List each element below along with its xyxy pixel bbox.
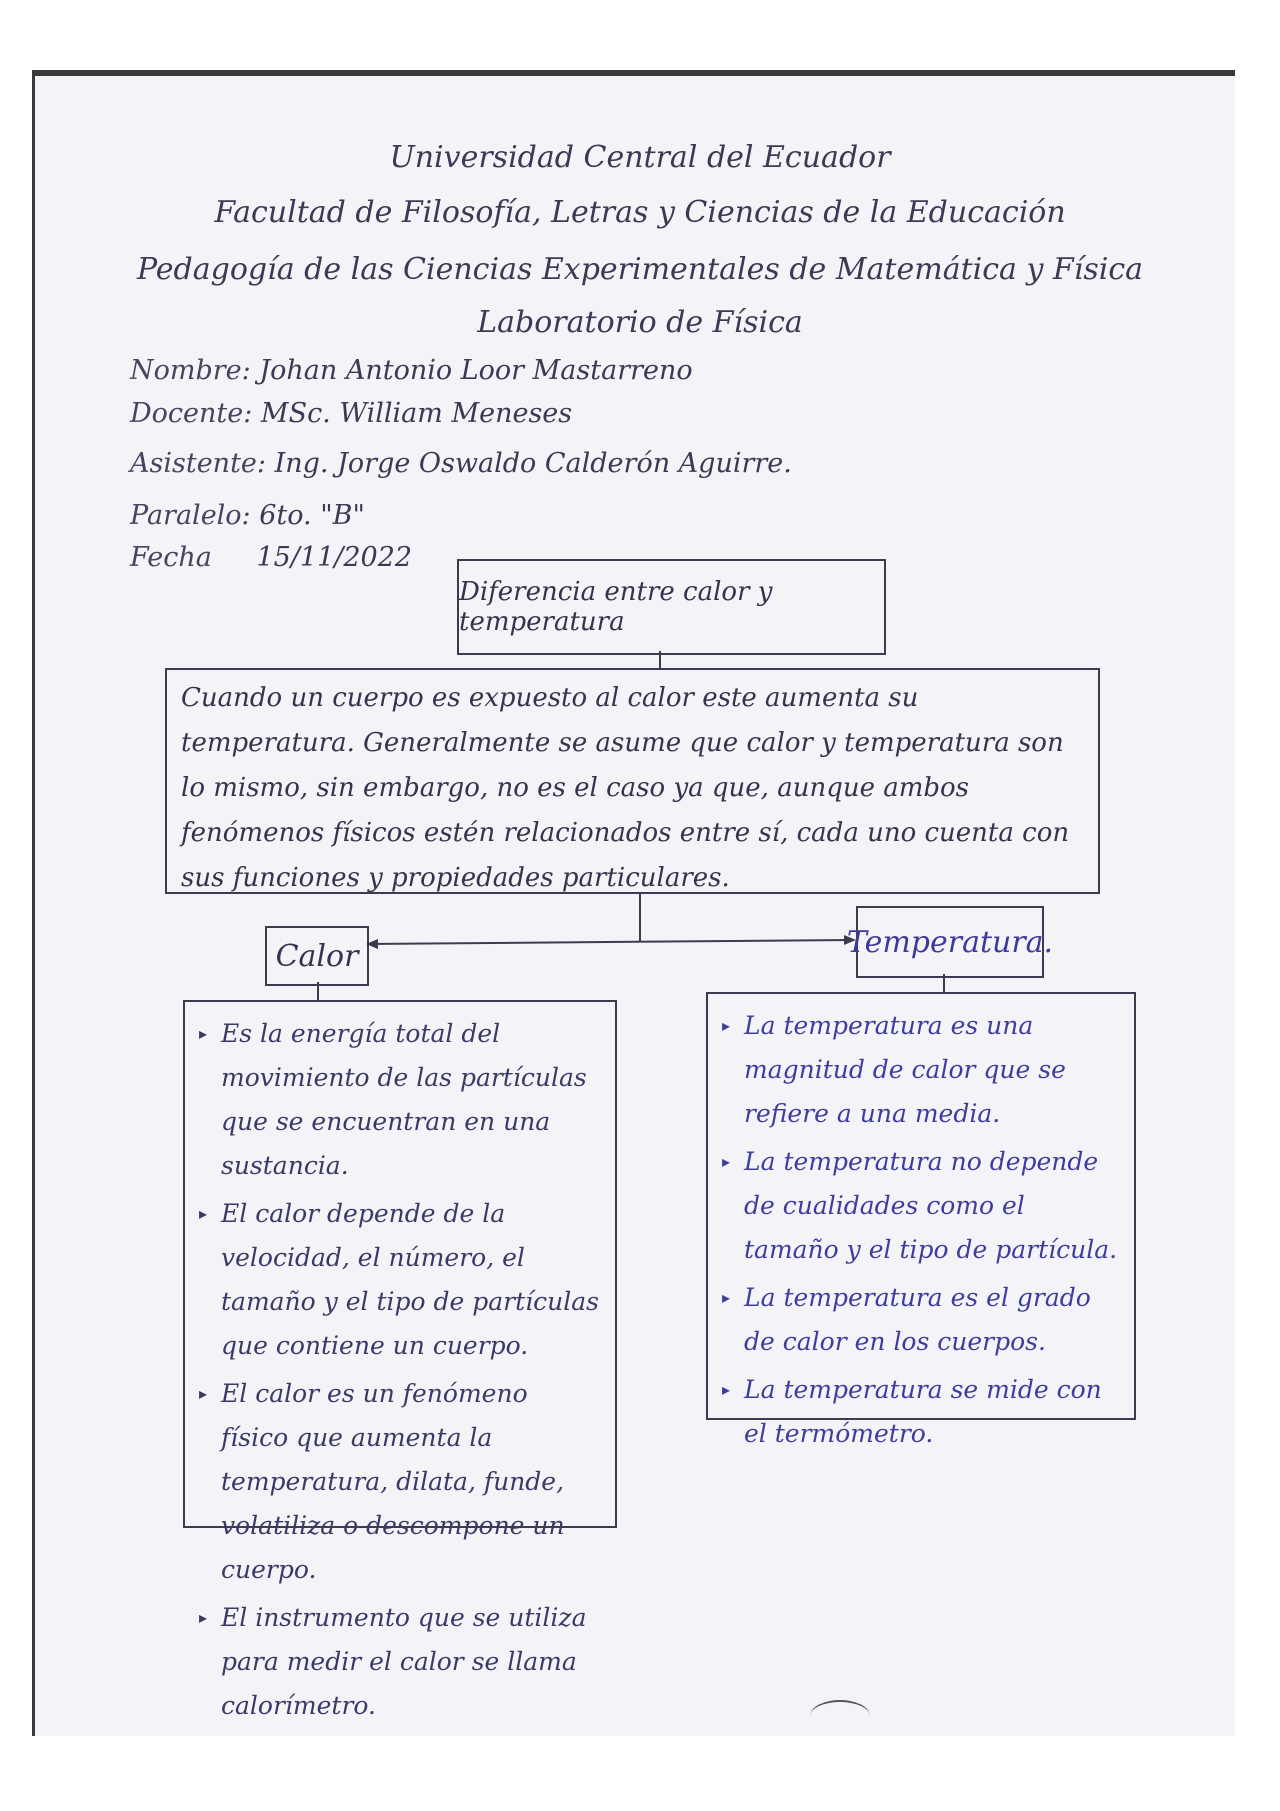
calor-item-text: Es la energía total del movimiento de las partículas que se encuentran en una sustancia. (221, 1019, 587, 1180)
branch-line (368, 940, 852, 944)
assistant-label: Asistente: (130, 448, 266, 479)
temperatura-title-box (846, 906, 1054, 978)
intro-text: Cuando un cuerpo es expuesto al calor este aumenta su temperatura. Generalmente se asume que calor y temperatura son lo mismo, sin embargo, no es el caso ya que, aunque ambos fenómenos físicos estén relacionados entre sí, cada uno cuenta con sus funciones y propiedades particulares. (181, 683, 1070, 893)
list-item (722, 1276, 1120, 1364)
bullet-icon: ▸ (199, 1608, 208, 1627)
name-label: Nombre: (130, 355, 251, 386)
calor-item-text: El calor es un fenómeno físico que aumenta la temperatura, dilata, funde, volatiliza o descompone un cuerpo. (221, 1379, 565, 1584)
bullet-icon: ▸ (199, 1384, 208, 1403)
bullet-icon: ▸ (722, 1152, 731, 1171)
faculty-title: Facultad de Filosofía, Letras y Ciencias de la Educación (214, 195, 1066, 230)
calor-list (199, 1012, 601, 1728)
career-title: Pedagogía de las Ciencias Experimentales de Matemática y Física (136, 252, 1144, 287)
calor-title-box (265, 926, 369, 986)
intro-box (165, 668, 1100, 894)
university-title: Universidad Central del Ecuador (389, 140, 891, 175)
list-item (722, 1368, 1120, 1456)
bullet-icon: ▸ (722, 1016, 731, 1035)
lab-title: Laboratorio de Física (477, 305, 803, 340)
list-item (199, 1192, 601, 1368)
map-title-box (457, 559, 886, 655)
name-value: Johan Antonio Loor Mastarreno (259, 355, 693, 386)
calor-item-text: El calor depende de la velocidad, el número, el tamaño y el tipo de partículas que contiene un cuerpo. (221, 1199, 599, 1360)
list-item (722, 1140, 1120, 1272)
temperatura-item-text: La temperatura es el grado de calor en los cuerpos. (744, 1283, 1091, 1356)
list-item (722, 1004, 1120, 1136)
page-mark (810, 1700, 870, 1732)
bullet-icon: ▸ (199, 1204, 208, 1223)
temperatura-item-text: La temperatura es una magnitud de calor que se refiere a una media. (744, 1011, 1066, 1128)
teacher-value: MSc. William Meneses (260, 398, 573, 429)
bullet-icon: ▸ (722, 1380, 731, 1399)
bullet-icon: ▸ (199, 1024, 208, 1043)
calor-item-text: El instrumento que se utiliza para medir el calor se llama calorímetro. (221, 1603, 587, 1720)
temperatura-details-box (706, 992, 1136, 1448)
section-value: 6to. "B" (259, 500, 365, 531)
date-value: 15/11/2022 (256, 542, 413, 573)
list-item (199, 1372, 601, 1592)
list-item (199, 1596, 601, 1728)
list-item (199, 1012, 601, 1188)
section-label: Paralelo: (130, 500, 251, 531)
calor-title: Calor (275, 938, 359, 974)
map-title: Diferencia entre calor y temperatura (459, 577, 773, 637)
bullet-icon: ▸ (722, 1288, 731, 1307)
temperatura-item-text: La temperatura no depende de cualidades como el tamaño y el tipo de partícula. (744, 1147, 1118, 1264)
teacher-label: Docente: (130, 398, 253, 429)
date-label: Fecha (130, 542, 212, 573)
temperatura-list (722, 1004, 1120, 1456)
temperatura-item-text: La temperatura se mide con el termómetro. (744, 1375, 1102, 1448)
assistant-value: Ing. Jorge Oswaldo Calderón Aguirre. (274, 448, 792, 479)
temperatura-title: Temperatura. (846, 924, 1054, 960)
calor-details-box (183, 1000, 617, 1720)
